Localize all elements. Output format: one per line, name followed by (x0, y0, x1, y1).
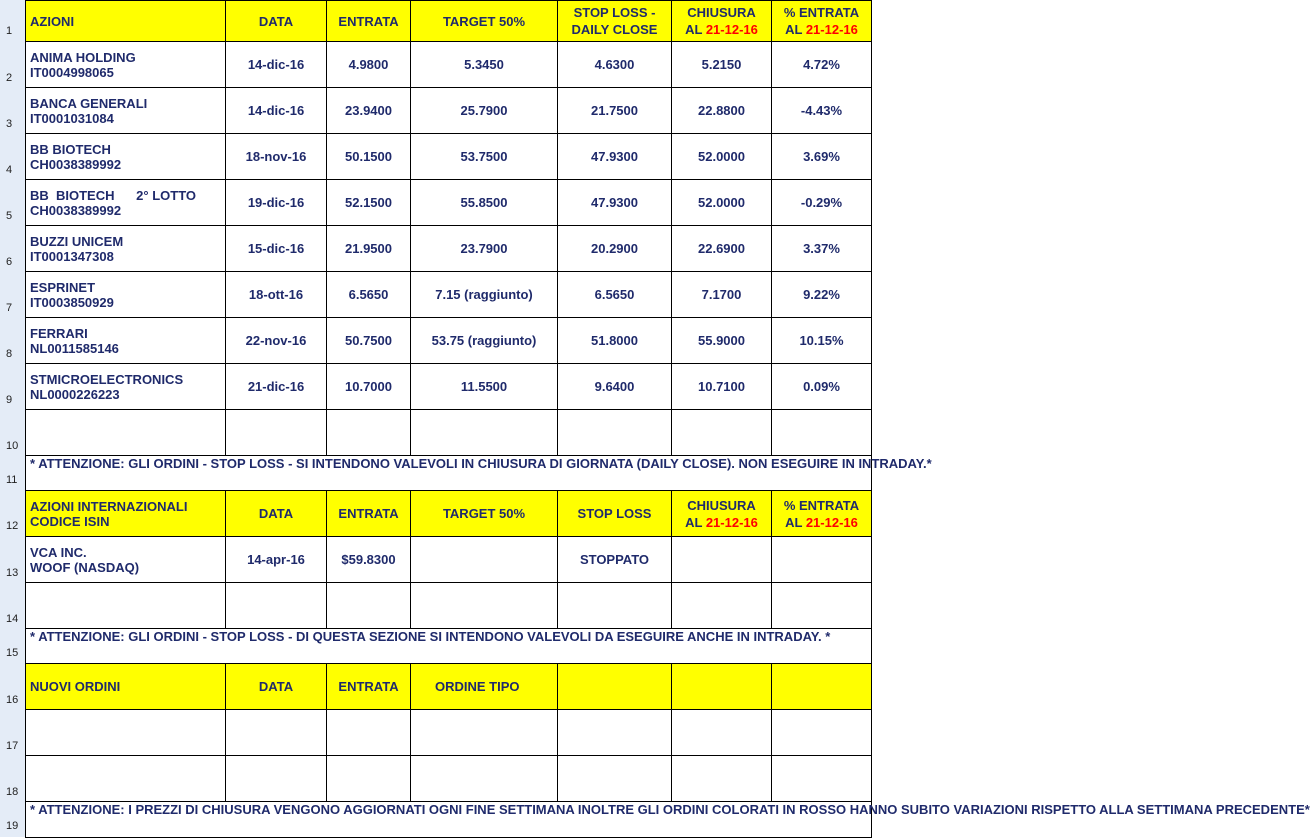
entry-cell[interactable]: 6.5650 (327, 272, 411, 318)
header-stop-loss-line2: DAILY CLOSE (571, 22, 658, 37)
empty-cell[interactable] (327, 583, 411, 629)
row-number[interactable]: 9 (6, 394, 13, 406)
stock-name: ESPRINET (30, 279, 96, 295)
header-azioni-int-line2: CODICE ISIN (30, 513, 110, 529)
date-cell[interactable]: 19-dic-16 (226, 180, 327, 226)
empty-cell[interactable] (411, 583, 558, 629)
stock-name-cell[interactable] (26, 364, 226, 410)
header-pct-date: 21-12-16 (805, 22, 858, 37)
intraday-note[interactable]: * ATTENZIONE: GLI ORDINI - STOP LOSS - DI QUESTA SEZIONE SI INTENDONO VALEVOLI DA ESEGUIRE ANCHE IN INTRADAY. * (26, 629, 872, 664)
empty-cell[interactable] (772, 756, 872, 802)
stop-loss-cell[interactable]: STOPPATO (558, 537, 672, 583)
header-row-new-orders (26, 664, 872, 710)
target-cell[interactable]: 25.7900 (411, 88, 558, 134)
header-chiusura[interactable] (672, 491, 772, 537)
stock-isin: NL0011585146 (30, 340, 119, 356)
empty-cell[interactable] (672, 583, 772, 629)
header-target[interactable]: TARGET 50% (411, 491, 558, 537)
target-cell[interactable]: 55.8500 (411, 180, 558, 226)
empty-cell[interactable] (226, 710, 327, 756)
stock-name-cell[interactable] (26, 42, 226, 88)
target-cell[interactable]: 5.3450 (411, 42, 558, 88)
close-cell[interactable]: 52.0000 (672, 180, 772, 226)
empty-cell[interactable] (327, 710, 411, 756)
entry-cell[interactable]: 10.7000 (327, 364, 411, 410)
target-cell[interactable]: 11.5500 (411, 364, 558, 410)
row-number[interactable]: 13 (6, 567, 19, 579)
stock-name-cell[interactable] (26, 88, 226, 134)
entry-cell[interactable]: 4.9800 (327, 42, 411, 88)
empty-cell[interactable] (672, 710, 772, 756)
empty-row (26, 710, 872, 756)
target-cell[interactable]: 53.7500 (411, 134, 558, 180)
header-row (26, 1, 872, 42)
header-nuovi-ordini[interactable]: NUOVI ORDINI (26, 664, 226, 710)
stock-name-cell[interactable] (26, 134, 226, 180)
table-row (26, 537, 872, 583)
table-row (26, 226, 872, 272)
header-chiusura-prefix: AL (685, 22, 706, 37)
pct-cell[interactable]: 3.69% (772, 134, 872, 180)
pct-cell[interactable]: -0.29% (772, 180, 872, 226)
header-empty[interactable] (772, 664, 872, 710)
stop-loss-note[interactable]: * ATTENZIONE: GLI ORDINI - STOP LOSS - SI INTENDONO VALEVOLI IN CHIUSURA DI GIORNATA (DAILY CLOSE). NON ESEGUIRE IN INTRADAY.* (26, 456, 872, 491)
row-number[interactable]: 4 (6, 164, 13, 176)
header-pct-date: 21-12-16 (805, 514, 858, 530)
empty-cell[interactable] (672, 410, 772, 456)
header-pct-entrata[interactable] (772, 1, 872, 42)
entry-cell[interactable]: 21.9500 (327, 226, 411, 272)
row-number[interactable]: 14 (6, 613, 19, 625)
empty-cell[interactable] (26, 410, 226, 456)
header-azioni-int-line1: AZIONI INTERNAZIONALI (30, 498, 188, 514)
note-row (26, 629, 872, 664)
row-number[interactable]: 10 (6, 440, 19, 452)
empty-cell[interactable] (226, 583, 327, 629)
stop-loss-cell[interactable]: 4.6300 (558, 42, 672, 88)
table-row (26, 42, 872, 88)
empty-cell[interactable] (411, 756, 558, 802)
stock-name: STMICROELECTRONICS (30, 371, 184, 387)
date-cell[interactable]: 18-nov-16 (226, 134, 327, 180)
table-row (26, 134, 872, 180)
header-chiusura-line2 (676, 21, 767, 38)
table-row (26, 88, 872, 134)
close-cell[interactable]: 52.0000 (672, 134, 772, 180)
empty-cell[interactable] (226, 410, 327, 456)
header-stop-loss[interactable] (558, 1, 672, 42)
stock-name: BB BIOTECH 2° LOTTO (30, 187, 197, 203)
header-pct-prefix: AL (785, 514, 806, 530)
empty-cell[interactable] (327, 756, 411, 802)
header-pct-line1: % ENTRATA (783, 5, 860, 20)
stop-loss-cell[interactable]: 20.2900 (558, 226, 672, 272)
header-stop-loss-line1: STOP LOSS - (573, 5, 656, 20)
pct-cell[interactable]: -4.43% (772, 88, 872, 134)
row-number[interactable]: 3 (6, 118, 13, 130)
portfolio-table (25, 0, 1310, 838)
empty-cell[interactable] (772, 583, 872, 629)
entry-cell[interactable]: 52.1500 (327, 180, 411, 226)
table-row (26, 364, 872, 410)
empty-cell[interactable] (672, 756, 772, 802)
row-number[interactable]: 8 (6, 348, 13, 360)
table-row (26, 272, 872, 318)
row-number[interactable]: 15 (6, 647, 19, 659)
header-chiusura-line2 (676, 514, 767, 531)
stock-name-cell[interactable] (26, 226, 226, 272)
header-chiusura-date: 21-12-16 (705, 514, 758, 530)
empty-cell[interactable] (26, 583, 226, 629)
stop-loss-cell[interactable]: 47.9300 (558, 134, 672, 180)
entry-cell[interactable]: 23.9400 (327, 88, 411, 134)
empty-cell[interactable] (558, 583, 672, 629)
pct-cell[interactable] (772, 537, 872, 583)
table-row (26, 180, 872, 226)
close-cell[interactable]: 5.2150 (672, 42, 772, 88)
stock-name: VCA INC. (30, 544, 87, 560)
note-row (26, 802, 872, 838)
close-cell[interactable]: 55.9000 (672, 318, 772, 364)
target-cell[interactable]: 53.75 (raggiunto) (411, 318, 558, 364)
header-data[interactable]: DATA (226, 1, 327, 42)
header-chiusura-prefix: AL (685, 514, 706, 530)
empty-cell[interactable] (772, 410, 872, 456)
stock-name: BUZZI UNICEM (30, 233, 124, 249)
row-number[interactable]: 1 (6, 25, 13, 37)
table-row (26, 318, 872, 364)
stock-name: BB BIOTECH (30, 141, 111, 157)
date-cell[interactable]: 14-dic-16 (226, 42, 327, 88)
stock-isin: IT0004998065 (30, 64, 114, 80)
header-pct-line2 (776, 21, 867, 38)
header-data[interactable]: DATA (226, 491, 327, 537)
stock-name-cell[interactable] (26, 180, 226, 226)
row-number[interactable]: 16 (6, 694, 19, 706)
stock-isin: NL0000226223 (30, 386, 120, 402)
date-cell[interactable]: 15-dic-16 (226, 226, 327, 272)
row-number[interactable]: 17 (6, 740, 19, 752)
close-cell[interactable]: 22.6900 (672, 226, 772, 272)
entry-cell[interactable]: 50.7500 (327, 318, 411, 364)
row-number[interactable]: 18 (6, 786, 19, 798)
header-chiusura-line1: CHIUSURA (687, 5, 756, 20)
empty-cell[interactable] (558, 410, 672, 456)
pct-cell[interactable]: 4.72% (772, 42, 872, 88)
stock-name: ANIMA HOLDING (30, 49, 136, 65)
header-pct-line2 (776, 514, 867, 531)
stock-isin: IT0001031084 (30, 110, 114, 126)
empty-cell[interactable] (26, 756, 226, 802)
pct-cell[interactable]: 3.37% (772, 226, 872, 272)
stop-loss-cell[interactable]: 51.8000 (558, 318, 672, 364)
header-entrata[interactable]: ENTRATA (327, 1, 411, 42)
row-number[interactable]: 6 (6, 256, 13, 268)
header-chiusura[interactable] (672, 1, 772, 42)
header-chiusura-date: 21-12-16 (705, 22, 758, 37)
close-cell[interactable]: 10.7100 (672, 364, 772, 410)
empty-cell[interactable] (772, 710, 872, 756)
row-number[interactable]: 12 (6, 520, 19, 532)
empty-cell[interactable] (558, 756, 672, 802)
target-cell[interactable]: 7.15 (raggiunto) (411, 272, 558, 318)
pct-cell[interactable]: 0.09% (772, 364, 872, 410)
empty-row (26, 583, 872, 629)
stop-loss-cell[interactable]: 9.6400 (558, 364, 672, 410)
header-row-international (26, 491, 872, 537)
empty-cell[interactable] (558, 710, 672, 756)
header-entrata[interactable]: ENTRATA (327, 491, 411, 537)
closing-prices-note[interactable]: * ATTENZIONE: I PREZZI DI CHIUSURA VENGONO AGGIORNATI OGNI FINE SETTIMANA INOLTRE GLI ORDINI COLORATI IN ROSSO HANNO SUBITO VARIAZIONI RISPETTO ALLA SETTIMANA PRECEDENTE* (26, 802, 872, 838)
stock-isin: IT0003850929 (30, 294, 114, 310)
header-entrata[interactable]: ENTRATA (327, 664, 411, 710)
date-cell[interactable]: 18-ott-16 (226, 272, 327, 318)
date-cell[interactable]: 22-nov-16 (226, 318, 327, 364)
row-number[interactable]: 19 (6, 820, 19, 832)
empty-cell[interactable] (327, 410, 411, 456)
empty-cell[interactable] (26, 710, 226, 756)
date-cell[interactable]: 14-dic-16 (226, 88, 327, 134)
entry-cell[interactable]: $59.8300 (327, 537, 411, 583)
header-empty[interactable] (672, 664, 772, 710)
header-azioni-internazionali[interactable] (26, 491, 226, 537)
note-row (26, 456, 872, 491)
header-ordine-tipo[interactable]: ORDINE TIPO (411, 664, 558, 710)
empty-row (26, 756, 872, 802)
header-target[interactable]: TARGET 50% (411, 1, 558, 42)
row-number[interactable]: 5 (6, 210, 13, 222)
stock-code: WOOF (NASDAQ) (30, 559, 140, 575)
close-cell[interactable]: 7.1700 (672, 272, 772, 318)
date-cell[interactable]: 14-apr-16 (226, 537, 327, 583)
empty-cell[interactable] (226, 756, 327, 802)
stock-isin: IT0001347308 (30, 248, 114, 264)
stop-loss-cell[interactable]: 6.5650 (558, 272, 672, 318)
header-data[interactable]: DATA (226, 664, 327, 710)
stock-name-cell[interactable] (26, 272, 226, 318)
header-stop-loss[interactable]: STOP LOSS (558, 491, 672, 537)
pct-cell[interactable]: 9.22% (772, 272, 872, 318)
header-pct-line1: % ENTRATA (783, 497, 860, 513)
stop-loss-cell[interactable]: 47.9300 (558, 180, 672, 226)
header-azioni[interactable]: AZIONI (26, 1, 226, 42)
stock-name: BANCA GENERALI (30, 95, 148, 111)
stock-name: FERRARI (30, 325, 88, 341)
header-pct-entrata[interactable] (772, 491, 872, 537)
row-number[interactable]: 7 (6, 302, 13, 314)
close-cell[interactable]: 22.8800 (672, 88, 772, 134)
header-chiusura-line1: CHIUSURA (687, 497, 756, 513)
stock-isin: CH0038389992 (30, 156, 122, 172)
pct-cell[interactable]: 10.15% (772, 318, 872, 364)
stock-name-cell[interactable] (26, 537, 226, 583)
stock-isin: CH0038389992 (30, 202, 122, 218)
row-header-column (0, 0, 25, 837)
target-cell[interactable] (411, 537, 558, 583)
close-cell[interactable] (672, 537, 772, 583)
empty-row (26, 410, 872, 456)
empty-cell[interactable] (411, 710, 558, 756)
target-cell[interactable]: 23.7900 (411, 226, 558, 272)
date-cell[interactable]: 21-dic-16 (226, 364, 327, 410)
row-number[interactable]: 11 (6, 474, 18, 486)
header-empty[interactable] (558, 664, 672, 710)
header-pct-prefix: AL (785, 22, 806, 37)
row-number[interactable]: 2 (6, 72, 13, 84)
stock-name-cell[interactable] (26, 318, 226, 364)
empty-cell[interactable] (411, 410, 558, 456)
stop-loss-cell[interactable]: 21.7500 (558, 88, 672, 134)
entry-cell[interactable]: 50.1500 (327, 134, 411, 180)
